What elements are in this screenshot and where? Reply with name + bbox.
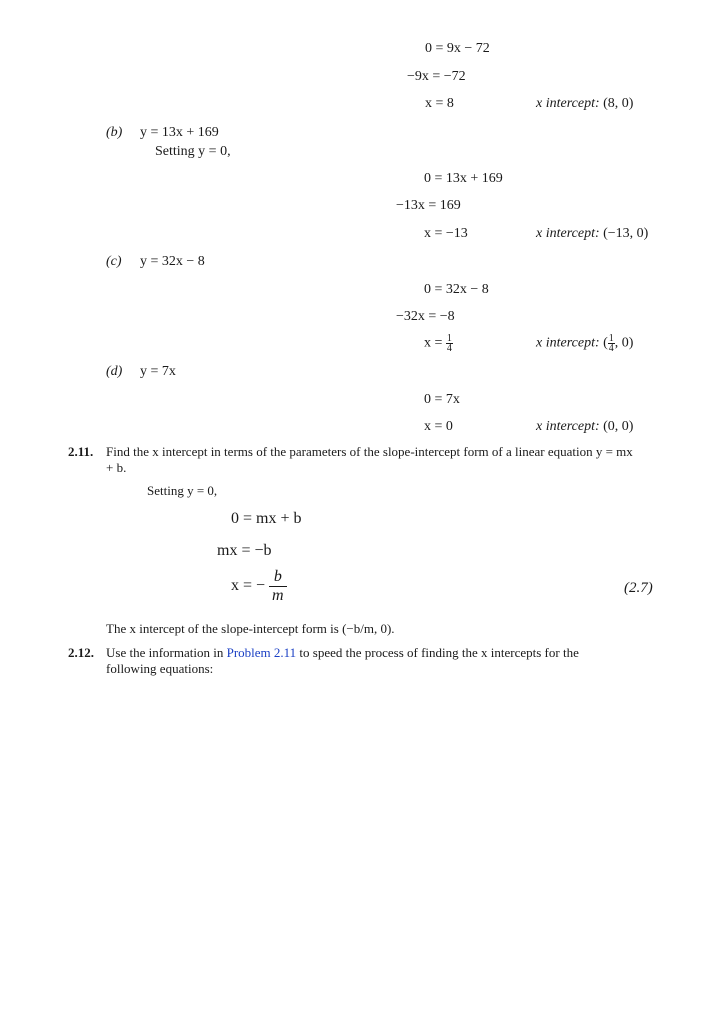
b-step-3: x = −13 [424,226,468,241]
c-intercept-label: x intercept: [536,335,600,351]
problem-2-12-number: 2.12. [68,645,94,660]
c-label: (c) [106,254,122,269]
a-intercept-label: x intercept: [536,96,600,111]
c-step-3 [424,334,453,353]
a-intercept-value: (8, 0) [603,96,634,111]
problem-2-11-number: 2.11. [68,444,94,459]
c-intercept-fraction-den: 4 [608,343,614,354]
b-equation: y = 13x + 169 [140,125,219,140]
a-intercept [536,96,633,112]
c-fraction [446,334,453,353]
c-equation: y = 32x − 8 [140,254,205,269]
a-step-1: 0 = 9x − 72 [425,41,490,56]
d-intercept-label: x intercept: [536,419,600,434]
b-step-1: 0 = 13x + 169 [424,171,503,186]
equation-number: (2.7) [624,580,653,596]
c-step-2: −32x = −8 [396,309,455,324]
problem-2-12-text-before: Use the information in [106,645,224,660]
a-step-2: −9x = −72 [407,69,466,84]
problem-2-11-fraction-den: m [272,587,284,604]
problem-2-11-fraction-num: b [269,568,287,587]
d-intercept-value: (0, 0) [603,419,634,434]
b-label: (b) [106,125,123,140]
c-fraction-den: 4 [446,343,452,354]
problem-2-12-text-line2: following equations: [106,661,214,676]
b-step-2: −13x = 169 [396,198,461,213]
problem-2-12-text-line1 [106,645,579,661]
d-equation: y = 7x [140,364,176,379]
c-intercept [536,334,633,353]
problem-2-11-conclusion: The x intercept of the slope-intercept form is (−b/m, 0). [106,621,395,636]
d-intercept [536,419,633,435]
b-intercept [536,226,648,242]
c-intercept-fraction [608,334,615,353]
c-step-1: 0 = 32x − 8 [424,282,489,297]
problem-2-11-setting: Setting y = 0, [147,483,218,498]
c-intercept-close: , 0) [614,335,634,351]
b-intercept-value: (−13, 0) [603,226,649,241]
problem-2-11-step-3 [231,568,287,605]
c-step-3-prefix: x = [424,335,443,351]
problem-2-11-step-1: 0 = mx + b [231,510,302,527]
d-step-1: 0 = 7x [424,392,460,407]
d-label: (d) [106,364,123,379]
b-setting: Setting y = 0, [155,144,231,159]
problem-2-11-fraction [269,568,287,605]
a-step-3: x = 8 [425,96,454,111]
problem-2-11-link[interactable]: Problem 2.11 [226,645,297,660]
problem-2-12-text-after: to speed the process of finding the x intercepts for the [299,645,579,660]
problem-2-11-step-2: mx = −b [217,542,272,559]
b-intercept-label: x intercept: [536,226,600,241]
problem-2-11-step-3-prefix: x = − [231,577,266,595]
c-fraction-num: 1 [446,333,452,344]
c-intercept-fraction-num: 1 [608,333,614,344]
d-step-2: x = 0 [424,419,453,434]
problem-2-11-text-line2: + b. [106,460,127,475]
c-intercept-open: ( [603,335,608,351]
problem-2-11-text-line1: Find the x intercept in terms of the parameters of the slope-intercept form of a linear equation y = mx [106,444,633,459]
